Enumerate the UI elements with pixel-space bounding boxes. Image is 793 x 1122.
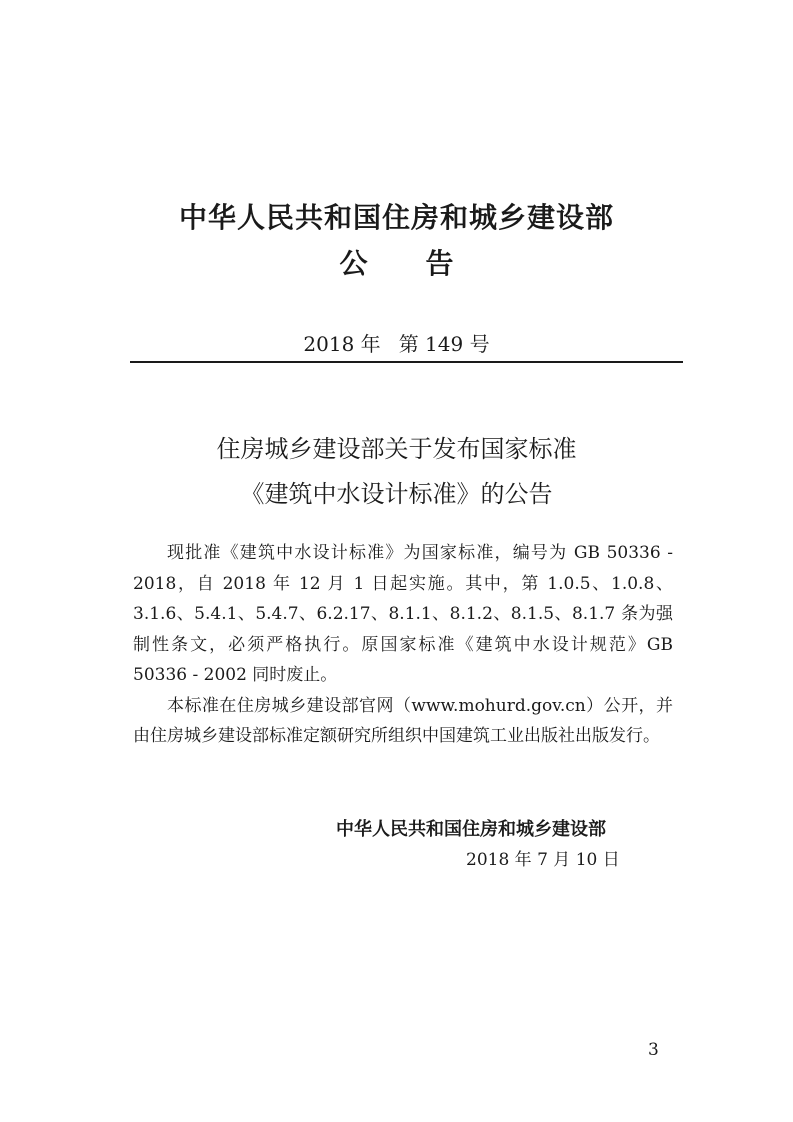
issue-date: 2018 年 7 月 10 日 [466, 850, 620, 870]
issue-year: 2018 年 [303, 332, 381, 356]
body-paragraph-2: 本标准在住房城乡建设部官网（www.mohurd.gov.cn）公开，并由住房城乡建设部标准定额研究所组织中国建筑工业出版社出版发行。 [133, 695, 673, 746]
issue-line [0, 328, 793, 357]
notice-body [133, 538, 673, 752]
body-paragraph-1: 现批准《建筑中水设计标准》为国家标准，编号为 GB 50336 - 2018，自 2018 年 12 月 1 日起实施。其中，第 1.0.5、1.0.8、3.1.6、5.4.1、5.4.7、6.2.17、8.1.1、8.1.2、8.1.5、8.1.7 条为强制性条文，必须严格执行。原国家标准《建筑中水设计规范》GB 50336 - 2002 同时废止。 [133, 543, 673, 685]
notice-title-line-2: 《建筑中水设计标准》的公告 [240, 480, 553, 508]
ministry-heading: 中华人民共和国住房和城乡建设部 [178, 201, 614, 234]
issuer-signature: 中华人民共和国住房和城乡建设部 [336, 819, 606, 840]
page-number: 3 [648, 1040, 659, 1060]
notice-heading [0, 242, 793, 282]
notice-char-1: 公 [339, 247, 368, 280]
header-divider [130, 361, 683, 363]
notice-char-2: 告 [425, 247, 454, 280]
issue-number: 第 149 号 [398, 332, 490, 356]
notice-title-line-1: 住房城乡建设部关于发布国家标准 [216, 435, 577, 463]
